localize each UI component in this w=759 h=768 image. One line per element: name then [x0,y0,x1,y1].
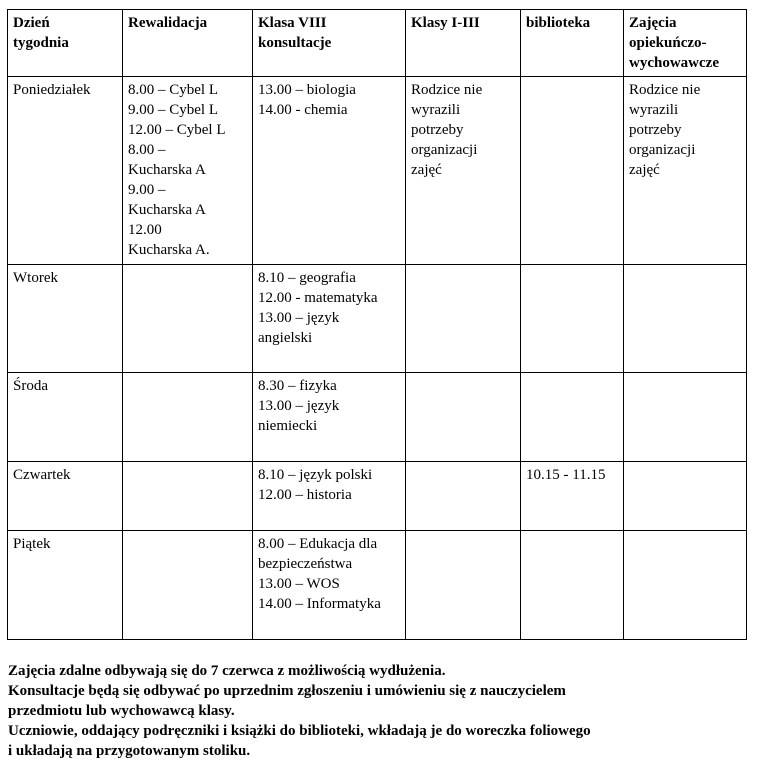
cell-klasa-viii [253,265,406,373]
cell-text: Poniedziałek [13,82,91,98]
cell-biblioteka [521,77,624,265]
cell-text: Kucharska A [128,202,206,218]
header-text: Dzień [13,15,50,31]
header-rewalidacja [123,10,253,77]
table-row-monday [8,77,747,265]
cell-text: bezpieczeństwa [258,556,353,572]
notes-section [8,661,753,761]
header-klasy-i-iii [406,10,521,77]
header-text: konsultacje [258,35,332,51]
cell-zajecia [624,531,747,640]
table-row-tuesday [8,265,747,373]
cell-text: 13.00 – WOS [258,576,340,592]
header-text: Zajęcia [629,15,677,31]
cell-text: Rodzice nie [411,82,483,98]
cell-text: Rodzice nie [629,82,701,98]
cell-text: 12.00 – Cybel L [128,122,226,138]
cell-text: 8.30 – fizyka [258,378,337,394]
cell-zajecia [624,462,747,531]
cell-text: 14.00 – Informatyka [258,596,381,612]
header-text: tygodnia [13,35,69,51]
cell-text: zajęć [629,162,660,178]
cell-rewalidacja [123,265,253,373]
note-line: Uczniowie, oddający podręczniki i książki do biblioteki, wkładają je do woreczka foliowego [8,723,591,739]
header-biblioteka [521,10,624,77]
header-row [8,10,747,77]
table-row-thursday [8,462,747,531]
note-line: Zajęcia zdalne odbywają się do 7 czerwca z możliwością wydłużenia. [8,663,446,679]
cell-day [8,265,123,373]
header-text: Rewalidacja [128,15,208,31]
cell-klasa-viii [253,462,406,531]
cell-text: Środa [13,378,48,394]
cell-klasy-i-iii [406,265,521,373]
cell-text: 14.00 - chemia [258,102,348,118]
cell-text: Kucharska A. [128,242,210,258]
header-text: biblioteka [526,15,591,31]
cell-text: organizacji [629,142,696,158]
cell-text: organizacji [411,142,478,158]
cell-text: 12.00 – historia [258,487,352,503]
cell-text: 13.00 – biologia [258,82,356,98]
cell-text: 12.00 [128,222,162,238]
cell-text: Kucharska A [128,162,206,178]
cell-text: angielski [258,330,313,346]
header-text: Klasy I-III [411,15,480,31]
schedule-table [7,9,747,640]
header-klasa-viii [253,10,406,77]
header-day [8,10,123,77]
cell-klasa-viii [253,373,406,462]
note-line: Konsultacje będą się odbywać po uprzednim zgłoszeniu i umówieniu się z nauczycielem [8,683,566,699]
cell-text: 8.00 – Edukacja dla [258,536,378,552]
cell-text: potrzeby [411,122,464,138]
cell-text: Wtorek [13,270,58,286]
note-line: przedmiotu lub wychowawcą klasy. [8,703,235,719]
cell-day [8,77,123,265]
header-text: wychowawcze [629,55,719,71]
cell-zajecia [624,77,747,265]
cell-text: 8.10 – język polski [258,467,373,483]
cell-text: 8.00 – [128,142,166,158]
cell-day [8,462,123,531]
cell-biblioteka [521,265,624,373]
cell-text: Czwartek [13,467,71,483]
header-text: Klasa VIII [258,15,327,31]
cell-rewalidacja [123,531,253,640]
cell-text: potrzeby [629,122,682,138]
header-zajecia-opiekunczo-wychowawcze [624,10,747,77]
cell-rewalidacja [123,462,253,531]
cell-day [8,531,123,640]
cell-text: wyrazili [411,102,461,118]
cell-klasa-viii [253,77,406,265]
cell-text: 13.00 – język [258,398,340,414]
cell-klasy-i-iii [406,531,521,640]
cell-klasy-i-iii [406,462,521,531]
cell-text: 8.00 – Cybel L [128,82,218,98]
cell-biblioteka [521,531,624,640]
cell-text: 8.10 – geografia [258,270,356,286]
cell-rewalidacja [123,77,253,265]
cell-text: zajęć [411,162,442,178]
cell-biblioteka [521,462,624,531]
table-row-friday [8,531,747,640]
cell-zajecia [624,373,747,462]
cell-text: 9.00 – Cybel L [128,102,218,118]
cell-text: Piątek [13,536,51,552]
cell-text: 10.15 - 11.15 [526,467,606,483]
cell-klasa-viii [253,531,406,640]
note-line: i układają na przygotowanym stoliku. [8,743,251,759]
cell-text: niemiecki [258,418,318,434]
cell-text: 13.00 – język [258,310,340,326]
cell-text: 12.00 - matematyka [258,290,378,306]
cell-klasy-i-iii [406,77,521,265]
cell-day [8,373,123,462]
cell-biblioteka [521,373,624,462]
cell-zajecia [624,265,747,373]
header-text: opiekuńczo- [629,35,707,51]
cell-text: 9.00 – [128,182,166,198]
cell-klasy-i-iii [406,373,521,462]
table-row-wednesday [8,373,747,462]
cell-text: wyrazili [629,102,679,118]
cell-rewalidacja [123,373,253,462]
